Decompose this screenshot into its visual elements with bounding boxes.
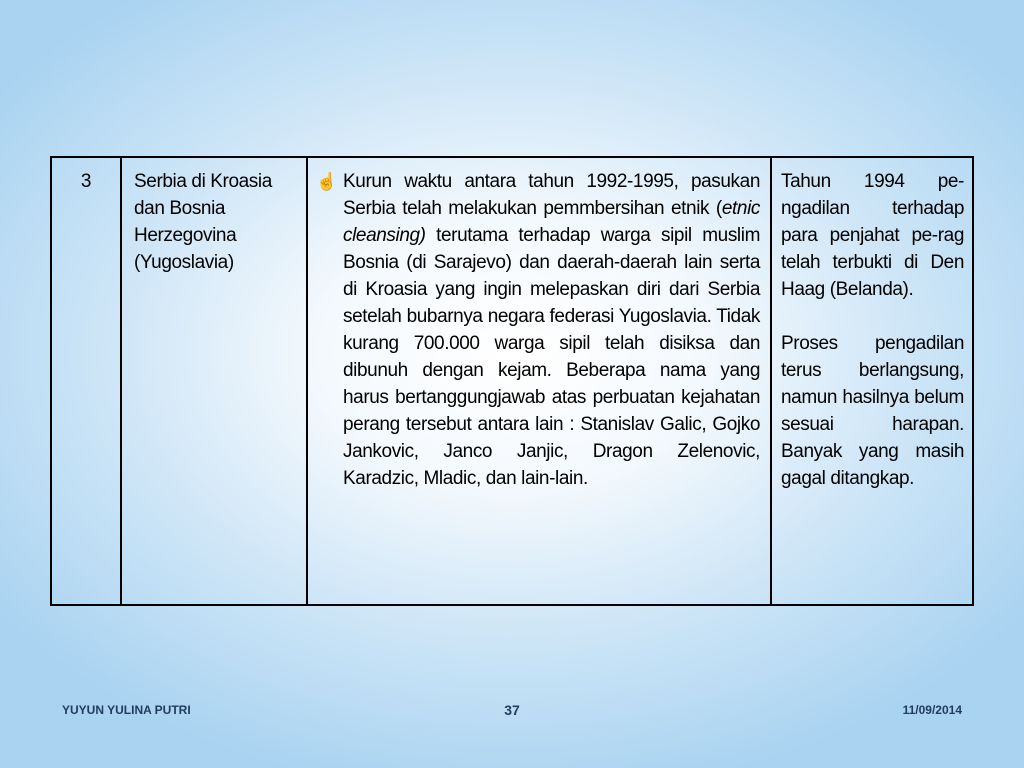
location-cell — [122, 158, 308, 604]
footer-page-number: 37 — [504, 702, 520, 718]
content-table — [50, 156, 974, 606]
location-text: Serbia di Kroasia dan Bosnia Herzegovina (Yugoslavia) — [134, 171, 272, 273]
events-text-part1: Kurun waktu antara tahun 1992-1995, pasukan Serbia telah melakukan pemmbersihan etnik ( — [343, 171, 760, 219]
events-text-italic: etnic cleansing) — [343, 198, 760, 246]
events-text — [343, 168, 760, 604]
result-paragraph-1: Tahun 1994 pe-ngadilan terhadap para penjahat pe-rag telah terbukti di Den Haag (Belanda). — [781, 171, 964, 300]
events-cell — [308, 158, 772, 604]
pointing-hand-icon: ☝ — [316, 172, 337, 191]
events-text-part2: terutama terhadap warga sipil muslim Bosnia (di Sarajevo) dan daerah-daerah lain serta di Kroasia yang ingin melepaskan diri dari Serbia setelah bubarnya negara federasi Yugoslavia. Tidak kurang 700.000 warga sipil telah disiksa dan dibunuh dengan kejam. Beberapa nama yang harus bertanggungjawab atas perbuatan kejahatan perang tersebut antara lain : Stanislav Galic, Gojko Jankovic, Janco Janjic, Dragon Zelenovic, Karadzic, Mladic, dan lain-lain. — [343, 225, 760, 489]
footer-date: 11/09/2014 — [902, 703, 962, 717]
row-number: 3 — [80, 171, 92, 192]
footer-author: YUYUN YULINA PUTRI — [62, 703, 191, 717]
result-cell — [772, 158, 972, 604]
result-paragraph-2: Proses pengadilan terus berlangsung, namun hasilnya belum sesuai harapan. Banyak yang masih gagal ditangkap. — [781, 333, 964, 489]
number-cell — [52, 158, 122, 604]
